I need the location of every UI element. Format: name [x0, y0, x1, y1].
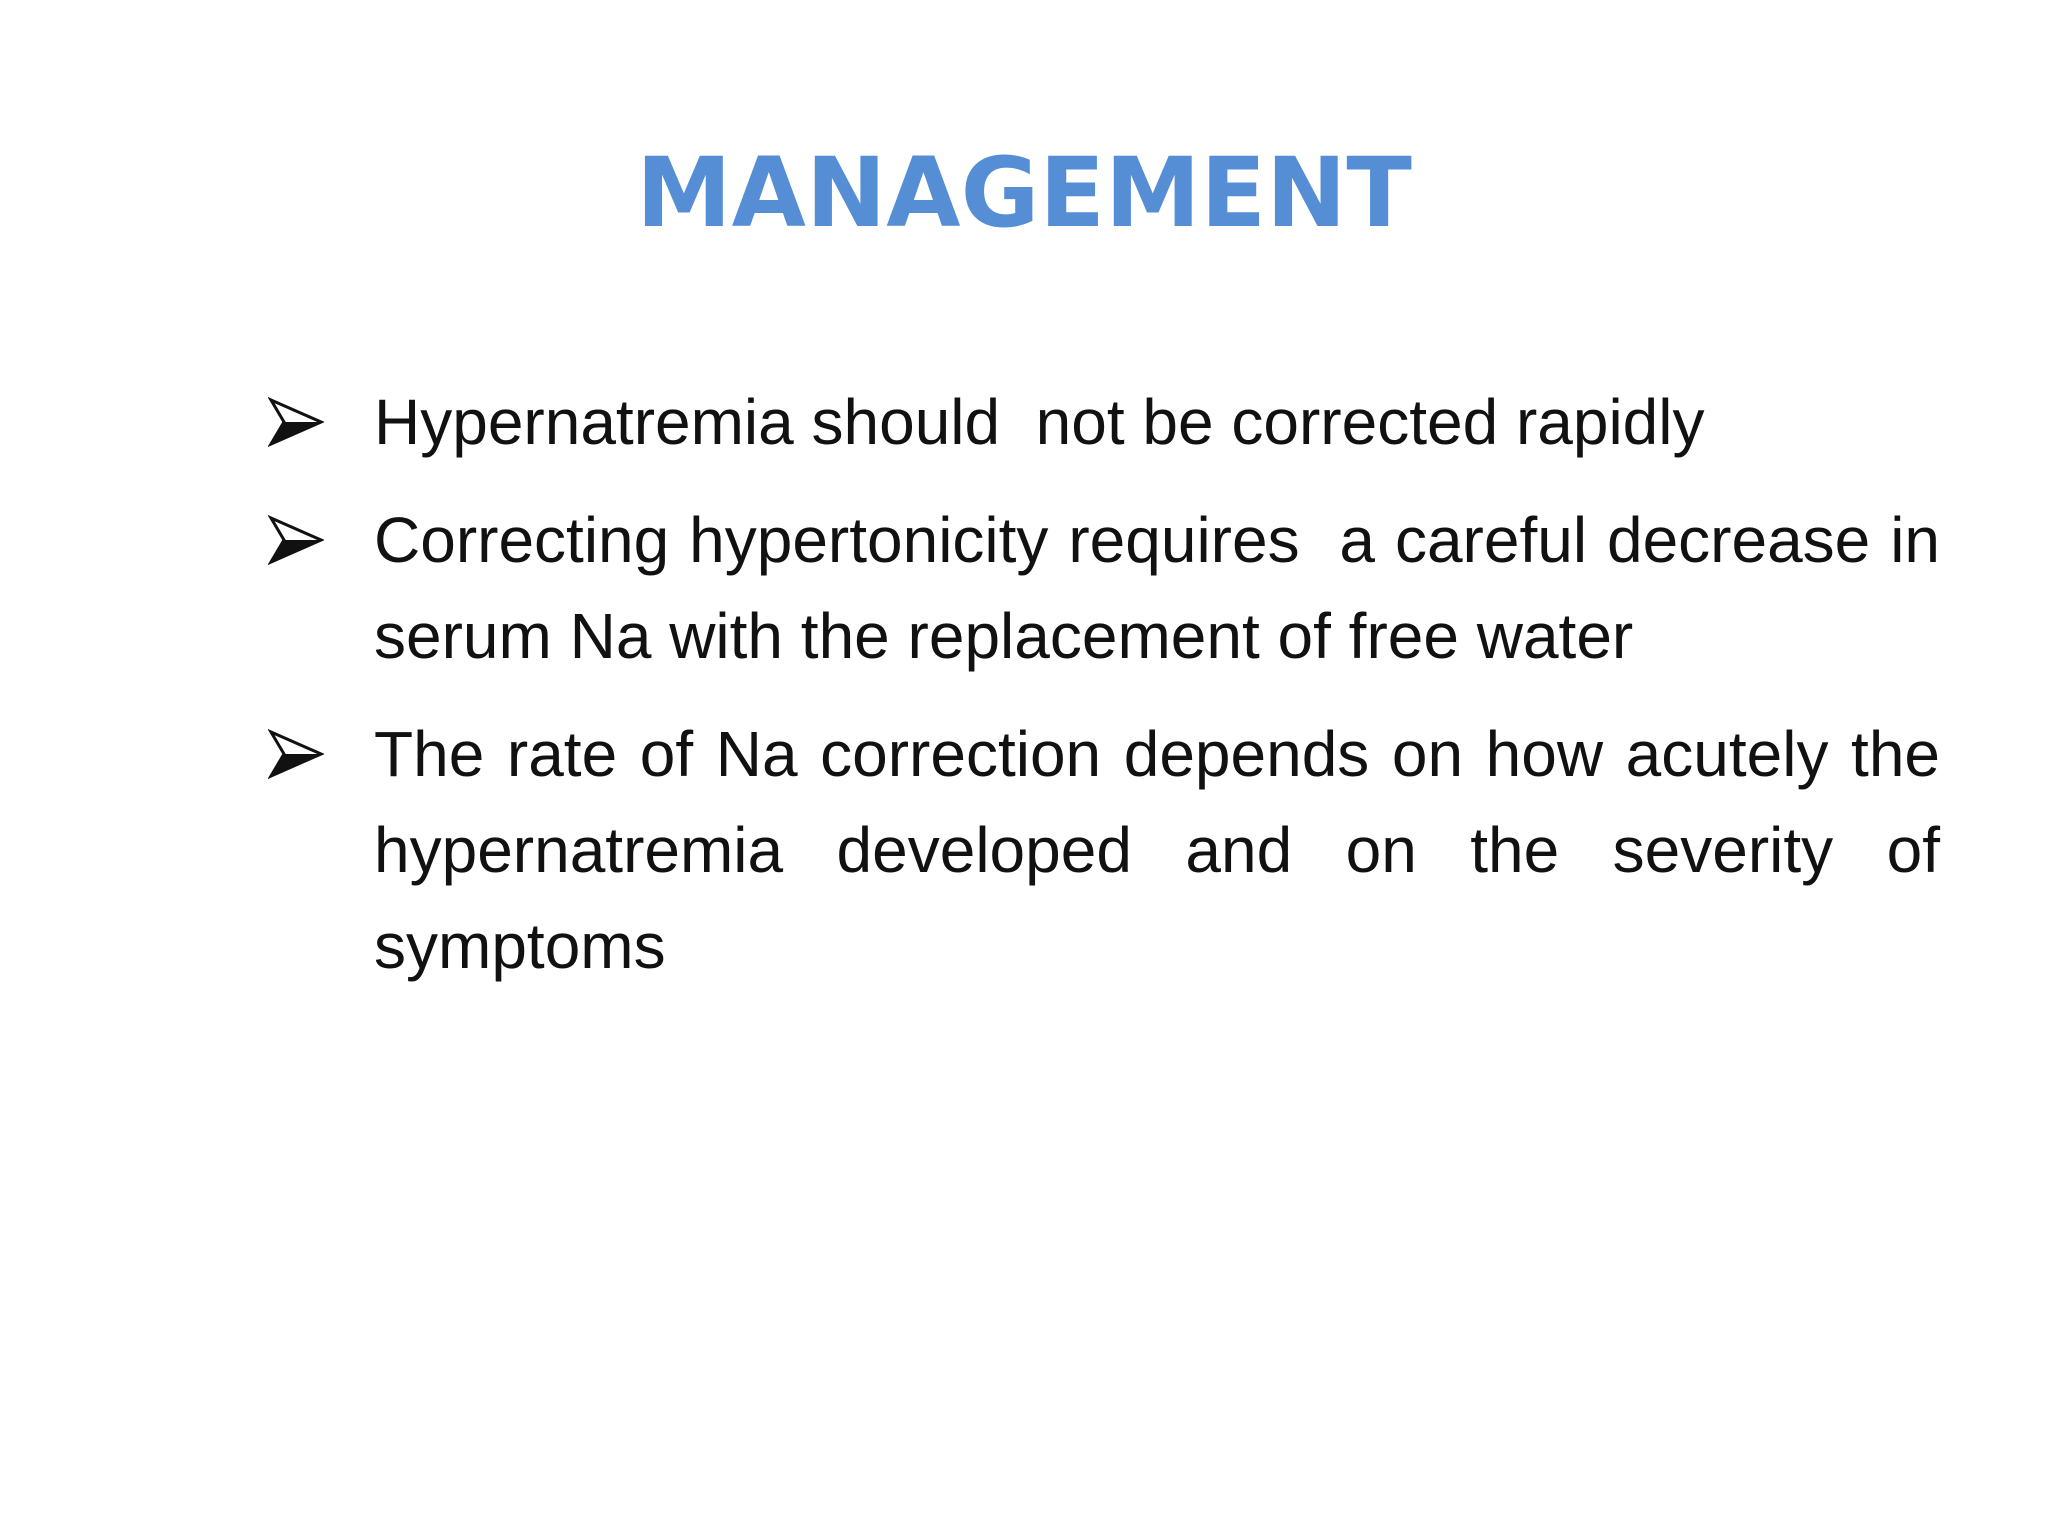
bullet-item [268, 374, 1940, 470]
bullet-item [268, 492, 1958, 684]
arrowhead-bullet-icon [268, 492, 374, 588]
bullet-text: Hypernatremia should not be corrected rapidly [374, 386, 1705, 458]
slide-title: MANAGEMENT [636, 137, 1412, 249]
bullet-text: The rate of Na correction depends on how acutely the hypernatremia developed and on the severity of symptoms [374, 718, 1958, 982]
bullet-text: Correcting hypertonicity requires a careful decrease in serum Na with the replacement of free water [374, 504, 1958, 672]
arrowhead-bullet-icon [268, 374, 374, 470]
bullet-item [268, 706, 1958, 994]
bullet-list [268, 374, 1958, 1016]
arrowhead-bullet-icon [268, 706, 374, 802]
